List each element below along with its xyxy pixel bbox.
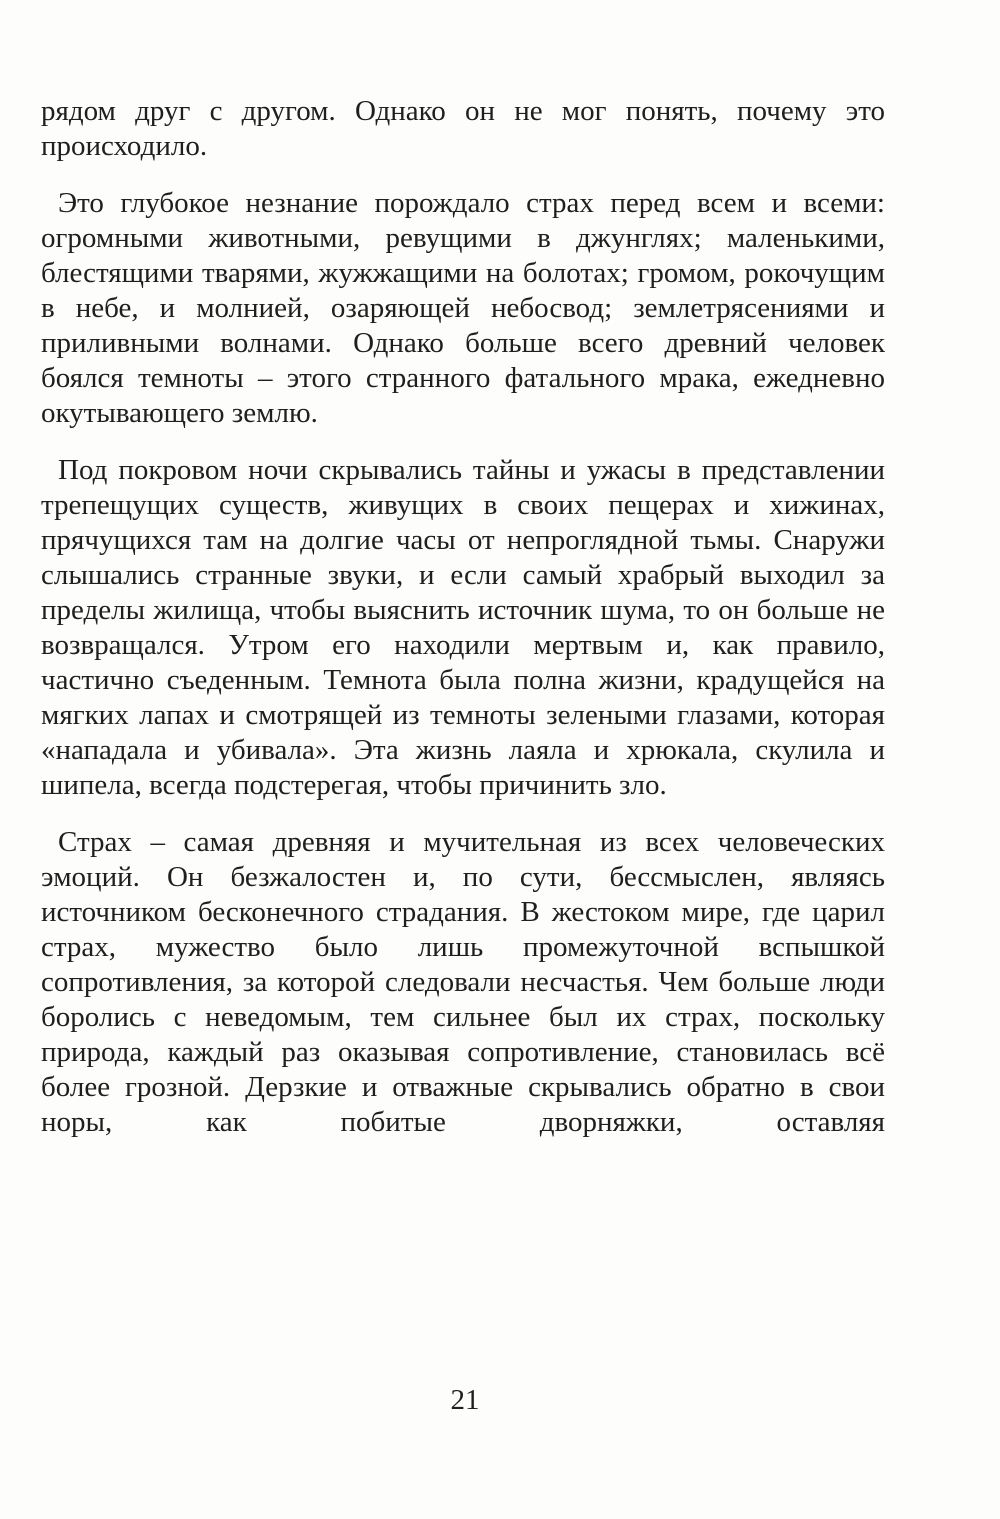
page-number: 21 bbox=[450, 1384, 480, 1416]
body-text bbox=[41, 94, 885, 1162]
paragraph-night-terrors: Под покровом ночи скрывались тайны и ужасы в представлении трепещущих существ, живущих в своих пещерах и хижинах, прячущихся там на долгие часы от непроглядной тьмы. Снаружи слышались странные звуки, и если самый храбрый выходил за пределы жилища, чтобы выяснить источник шума, то он больше не возвращался. Утром его находили мертвым и, как правило, частично съеденным. Темнота была полна жизни, крадущейся на мягких лапах и смотрящей из темноты зелеными глазами, которая «нападала и убивала». Эта жизнь лаяла и хрюкала, скулила и шипела, всегда подстерегая, чтобы причинить зло. bbox=[41, 454, 885, 801]
paragraph-fear-emotion: Страх – самая древняя и мучительная из всех человеческих эмоций. Он безжалостен и, по сути, бессмыслен, являясь источником бесконечного страдания. В жестоком мире, где царил страх, мужество было лишь промежуточной вспышкой сопротивления, за которой следовали несчастья. Чем больше люди боролись с неведомым, тем сильнее был их страх, поскольку природа, каждый раз оказывая сопротивление, становилась всё более грозной. Дерзкие и отважные скрывались обратно в свои норы, как побитые дворняжки, оставляя bbox=[41, 826, 885, 1138]
paragraph-continued: рядом друг с другом. Однако он не мог понять, почему это происходило. bbox=[41, 95, 885, 162]
paragraph-ignorance-fear: Это глубокое незнание порождало страх перед всем и всеми: огромными животными, ревущими в джунглях; маленькими, блестящими тварями, жужжащими на болотах; громом, рокочущим в небе, и молнией, озаряющей небосвод; землетрясениями и приливными волнами. Однако больше всего древний человек боялся темноты – этого странного фатального мрака, ежедневно окутывающего землю. bbox=[41, 187, 885, 429]
